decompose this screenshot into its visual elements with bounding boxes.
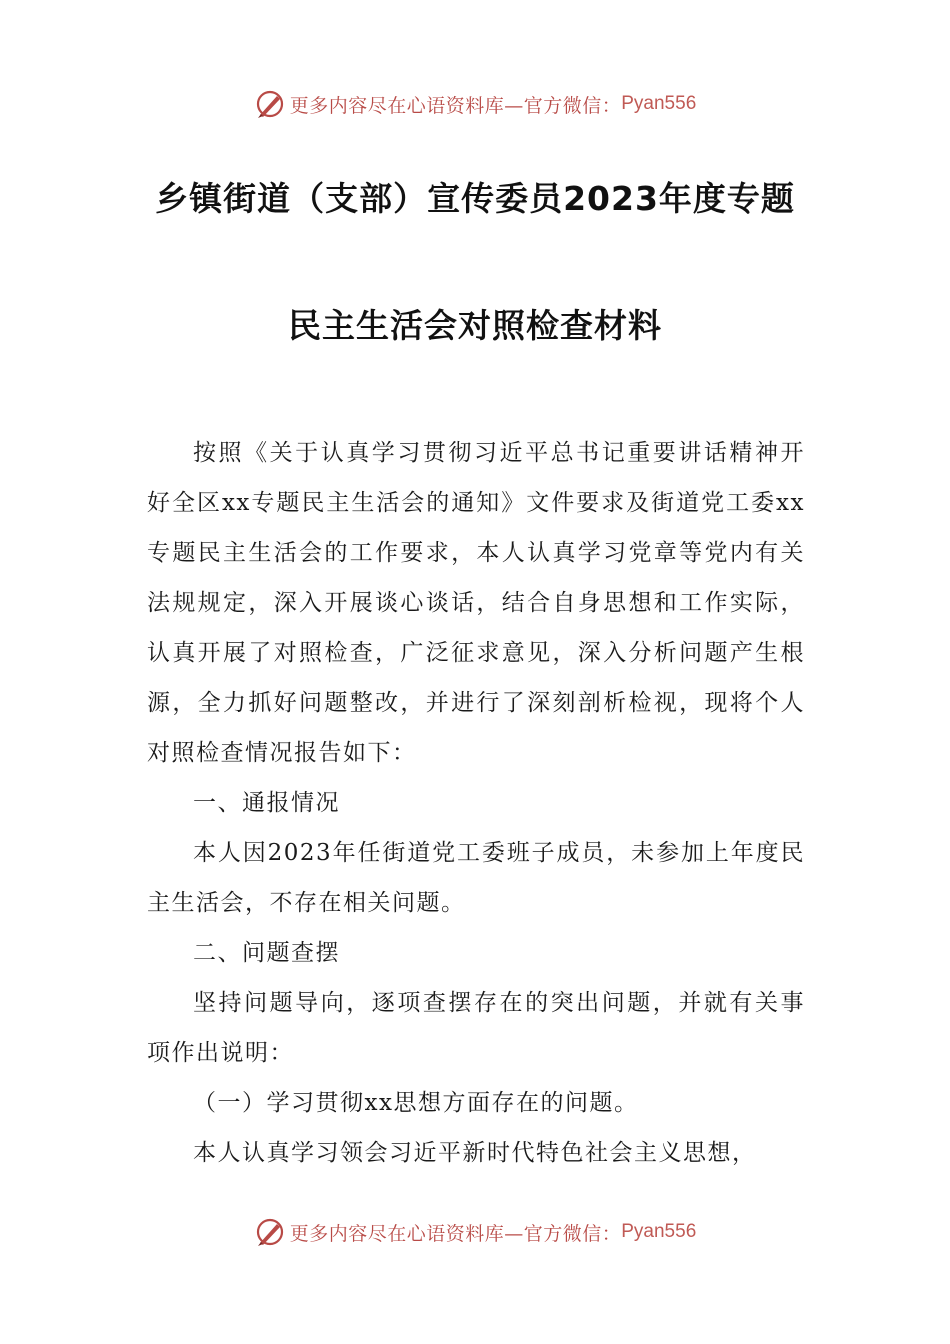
- pen-logo-icon: [254, 88, 286, 120]
- heading-section-1: 一、通报情况: [193, 790, 340, 816]
- paragraph-subsection-1: 本人认真学习领会习近平新时代特色社会主义思想，: [193, 1140, 757, 1166]
- document-body: [147, 428, 805, 1178]
- pen-logo-icon: [254, 1216, 286, 1248]
- watermark-text: 更多内容尽在心语资料库—官方微信：: [289, 1222, 622, 1245]
- watermark-text: 更多内容尽在心语资料库—官方微信：: [289, 94, 622, 117]
- subheading-1: （一）学习贯彻xx思想方面存在的问题。: [193, 1090, 639, 1116]
- footer-watermark: [0, 1212, 950, 1252]
- header-watermark: [0, 84, 950, 124]
- watermark-wechat-id: Pyan556: [621, 1221, 697, 1242]
- document-title-line-2: 民主生活会对照检查材料: [288, 306, 662, 345]
- paragraph-section-2: 坚持问题导向，逐项查摆存在的突出问题，并就有关事项作出说明：: [147, 990, 805, 1066]
- paragraph-intro: 按照《关于认真学习贯彻习近平总书记重要讲话精神开好全区xx专题民主生活会的通知》文件要求及街道党工委xx专题民主生活会的工作要求，本人认真学习党章等党内有关法规规定，深入开展谈心谈话，结合自身思想和工作实际，认真开展了对照检查，广泛征求意见，深入分析问题产生根源，全力抓好问题整改，并进行了深刻剖析检视，现将个人对照检查情况报告如下：: [147, 440, 805, 766]
- paragraph-section-1: 本人因2023年任街道党工委班子成员，未参加上年度民主生活会，不存在相关问题。: [147, 840, 805, 916]
- heading-section-2: 二、问题查摆: [193, 940, 340, 966]
- watermark-wechat-id: Pyan556: [621, 93, 697, 114]
- document-title-line-1: 乡镇街道（支部）宣传委员2023年度专题: [155, 179, 795, 218]
